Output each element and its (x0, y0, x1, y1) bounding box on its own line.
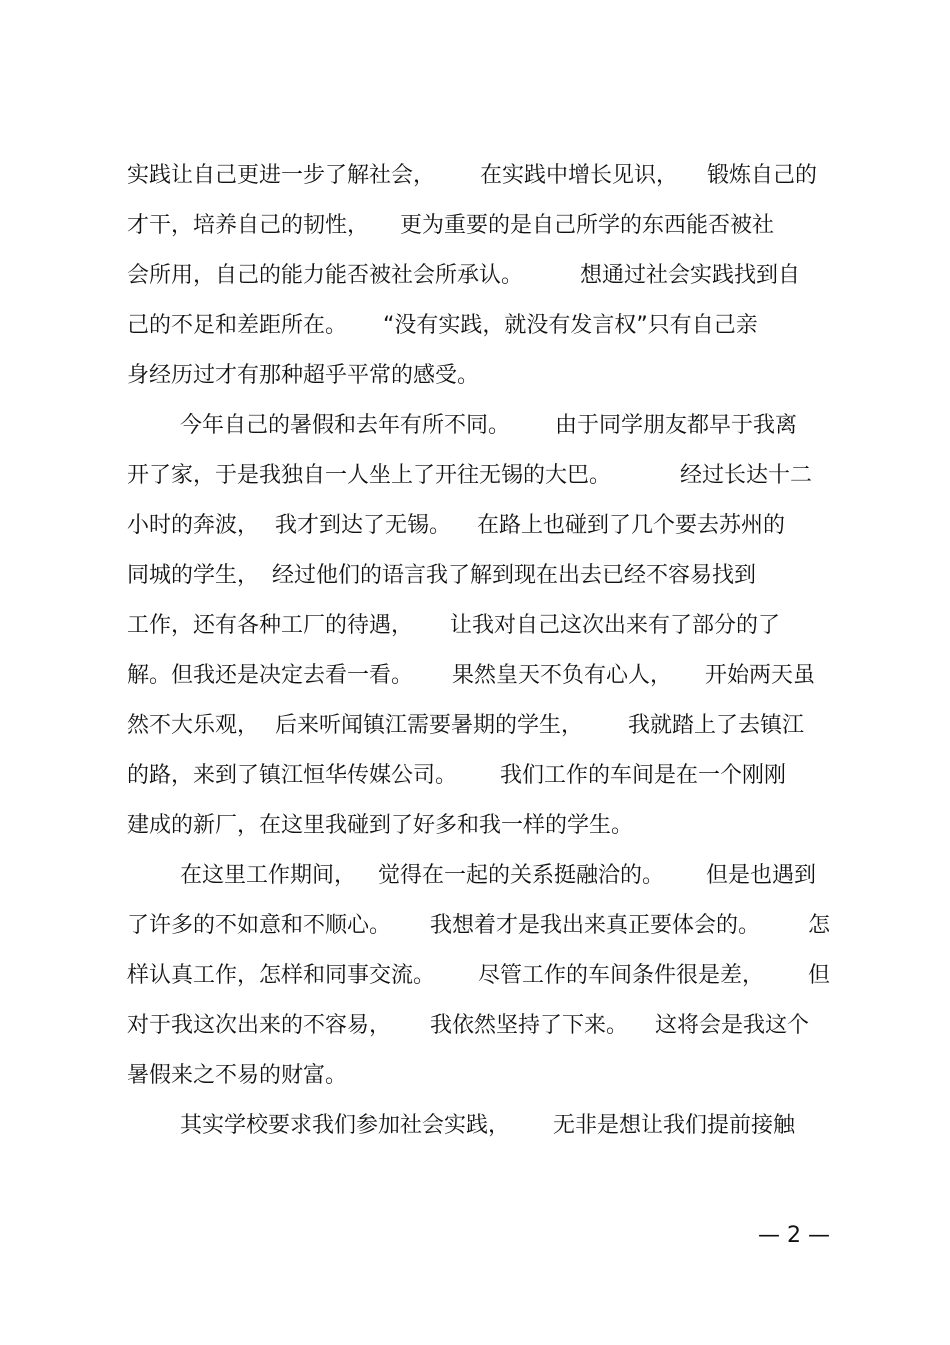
text-line (0, 508, 950, 544)
text-segment: 己的不足和差距所在。 (127, 313, 348, 338)
text-segment: 果然皇天不负有心人， (452, 663, 673, 688)
text-segment: 的路，来到了镇江恒华传媒公司。 (127, 763, 458, 788)
text-segment: 样认真工作，怎样和同事交流。 (127, 963, 436, 988)
text-segment: 小时的奔波， (127, 513, 260, 538)
text-line (0, 558, 950, 594)
text-line (0, 258, 950, 294)
text-segment: 这将会是我这个 (655, 1013, 810, 1038)
text-line (0, 158, 950, 194)
text-line (0, 858, 950, 894)
text-segment: 开了家，于是我独自一人坐上了开往无锡的大巴。 (127, 463, 612, 488)
text-line (0, 958, 950, 994)
text-line (0, 408, 950, 444)
text-segment: 觉得在一起的关系挺融洽的。 (378, 863, 665, 888)
text-line (0, 808, 950, 844)
text-line (0, 1058, 950, 1094)
text-segment: 怎 (808, 913, 831, 938)
text-segment: “没有实践，就没有发言权”只有自己亲 (383, 313, 758, 338)
text-segment: 经过他们的语言我了解到现在出去已经不容易找到 (272, 563, 757, 588)
text-line (0, 458, 950, 494)
text-line (0, 358, 950, 394)
text-segment: 我就踏上了去镇江 (628, 713, 805, 738)
text-segment: 建成的新厂，在这里我碰到了好多和我一样的学生。 (127, 813, 634, 838)
text-segment: 我想着才是我出来真正要体会的。 (430, 913, 761, 938)
text-segment: 但 (808, 963, 831, 988)
text-line (0, 708, 950, 744)
text-segment: 在这里工作期间， (180, 863, 357, 888)
text-line (0, 208, 950, 244)
text-segment: 然不大乐观， (127, 713, 260, 738)
text-segment: 其实学校要求我们参加社会实践， (180, 1113, 511, 1138)
text-segment: 身经历过才有那种超乎平常的感受。 (127, 363, 480, 388)
text-segment: 更为重要的是自己所学的东西能否被社 (400, 213, 775, 238)
text-segment: 解。但我还是决定去看一看。 (127, 663, 414, 688)
text-segment: 后来听闻镇江需要暑期的学生， (275, 713, 584, 738)
text-line (0, 758, 950, 794)
text-segment: 了许多的不如意和不顺心。 (127, 913, 392, 938)
text-segment: 无非是想让我们提前接触 (553, 1113, 796, 1138)
text-segment: 才干，培养自己的韧性， (127, 213, 370, 238)
text-segment: 让我对自己这次出来有了部分的了 (450, 613, 781, 638)
text-segment: 同城的学生， (127, 563, 260, 588)
text-line (0, 1008, 950, 1044)
text-segment: 尽管工作的车间条件很是差， (478, 963, 765, 988)
text-segment: 工作，还有各种工厂的待遇， (127, 613, 414, 638)
text-segment: 我们工作的车间是在一个刚刚 (500, 763, 787, 788)
text-segment: 会所用，自己的能力能否被社会所承认。 (127, 263, 524, 288)
text-segment: 经过长达十二 (680, 463, 813, 488)
text-line (0, 608, 950, 644)
text-segment: 实践让自己更进一步了解社会， (127, 163, 436, 188)
text-segment: 由于同学朋友都早于我离 (555, 413, 798, 438)
text-segment: 开始两天虽 (705, 663, 816, 688)
text-segment: 在实践中增长见识， (480, 163, 679, 188)
text-segment: 我依然坚持了下来。 (430, 1013, 629, 1038)
text-line (0, 308, 950, 344)
text-segment: 在路上也碰到了几个要去苏州的 (477, 513, 786, 538)
text-line (0, 1108, 950, 1144)
text-segment: 但是也遇到 (706, 863, 817, 888)
text-line (0, 908, 950, 944)
text-segment: 想通过社会实践找到自 (580, 263, 801, 288)
text-segment: 我才到达了无锡。 (275, 513, 452, 538)
text-segment: 暑假来之不易的财富。 (127, 1063, 348, 1088)
text-segment: 今年自己的暑假和去年有所不同。 (180, 413, 511, 438)
text-segment: 锻炼自己的 (707, 163, 818, 188)
page-number: — 2 — (758, 1223, 830, 1248)
text-line (0, 658, 950, 694)
text-segment: 对于我这次出来的不容易， (127, 1013, 392, 1038)
